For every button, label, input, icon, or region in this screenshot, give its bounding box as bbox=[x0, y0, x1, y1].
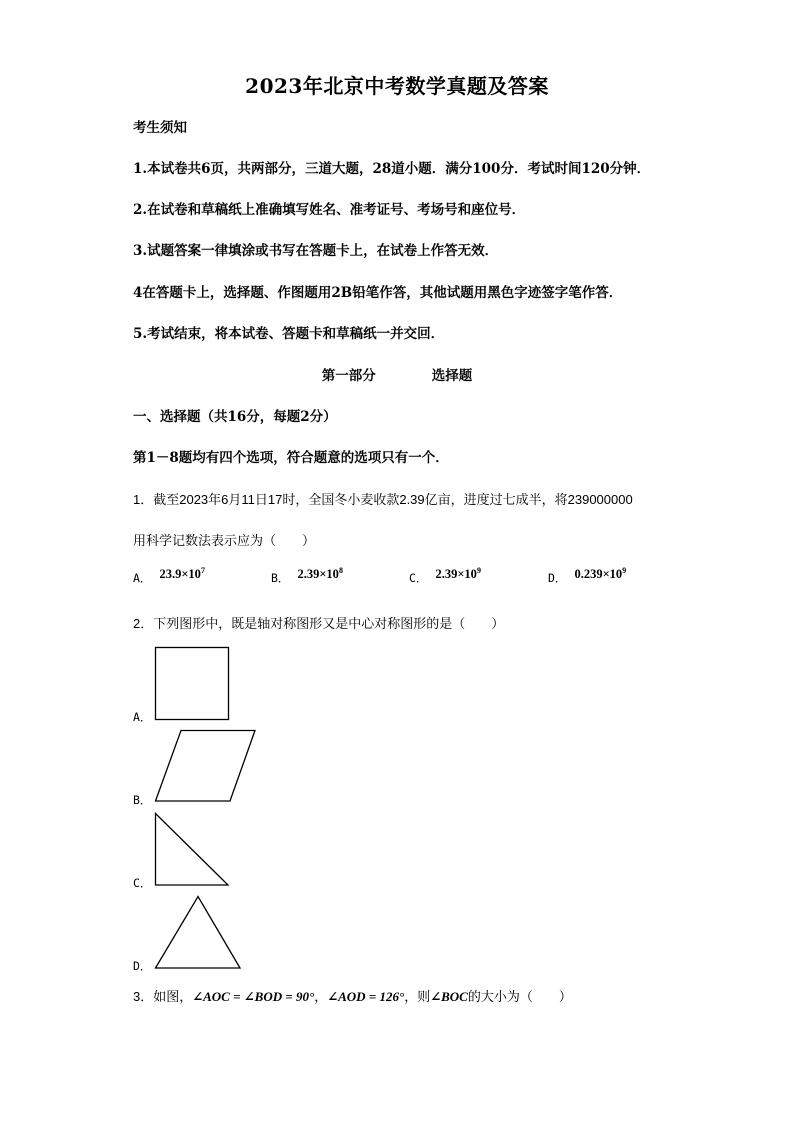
equilateral-triangle-figure bbox=[154, 895, 244, 971]
option-c: C． $2.39\times 10^9$ bbox=[409, 566, 481, 586]
page-title: 2023年北京中考数学真题及答案 bbox=[245, 74, 549, 98]
option-a-value: $23.9\times 10^7$ bbox=[159, 566, 205, 582]
section-heading: 一、选择题（共16分，每题2分） bbox=[133, 409, 337, 425]
notice-item-3: 3.试题答案一律填涂或书写在答题卡上，在试卷上作答无效． bbox=[133, 243, 499, 259]
figure-label-a: A． bbox=[133, 710, 152, 724]
figure-label-d: D． bbox=[133, 959, 152, 973]
angle-equation-1: ∠AOC = ∠BOD = 90° bbox=[192, 989, 315, 1004]
option-c-value: $2.39\times 10^9$ bbox=[435, 566, 481, 582]
angle-boc: ∠BOC bbox=[430, 989, 468, 1004]
option-a: A． $23.9\times 10^7$ bbox=[133, 566, 205, 586]
option-b: B． $2.39\times 10^8$ bbox=[271, 566, 343, 586]
option-b-value: $2.39\times 10^8$ bbox=[297, 566, 343, 582]
question-3-text: 3．如图，∠AOC = ∠BOD = 90°，∠AOD = 126°，则∠BOC的大小为（ ） bbox=[133, 989, 572, 1004]
notice-item-4: 4在答题卡上，选择题、作图题用2B铅笔作答，其他试题用黑色字迹签字笔作答． bbox=[133, 285, 623, 301]
question-1-options bbox=[133, 566, 693, 596]
figure-label-b: B． bbox=[133, 793, 152, 807]
parallelogram-figure bbox=[154, 729, 257, 804]
angle-equation-2: ∠AOD = 126° bbox=[327, 989, 405, 1004]
option-d: D． $0.239\times 10^9$ bbox=[548, 566, 627, 586]
notice-item-5: 5.考试结束，将本试卷、答题卡和草稿纸一并交回． bbox=[133, 326, 445, 342]
part-name: 选择题 bbox=[431, 368, 473, 384]
notice-heading: 考生须知 bbox=[133, 120, 187, 136]
question-1-line-1: 1．截至2023年6月11日17时，全国冬小麦收款2.39亿亩，进度过七成半，将239000000 bbox=[133, 492, 633, 507]
square-figure bbox=[154, 646, 232, 722]
notice-item-1: 1.本试卷共6页，共两部分，三道大题，28道小题．满分100分．考试时间120分钟． bbox=[133, 161, 651, 177]
right-triangle-figure bbox=[154, 812, 232, 888]
question-2-text: 2．下列图形中，既是轴对称图形又是中心对称图形的是（ ） bbox=[133, 616, 505, 631]
notice-item-2: 2.在试卷和草稿纸上准确填写姓名、准考证号、考场号和座位号． bbox=[133, 202, 526, 218]
option-d-value: $0.239\times 10^9$ bbox=[574, 566, 627, 582]
part-label: 第一部分 bbox=[321, 368, 376, 384]
question-1-line-2: 用科学记数法表示应为（ ） bbox=[133, 533, 316, 548]
figure-label-c: C． bbox=[133, 876, 152, 890]
section-note: 第1－8题均有四个选项，符合题意的选项只有一个． bbox=[133, 450, 449, 466]
part-heading bbox=[0, 364, 794, 384]
